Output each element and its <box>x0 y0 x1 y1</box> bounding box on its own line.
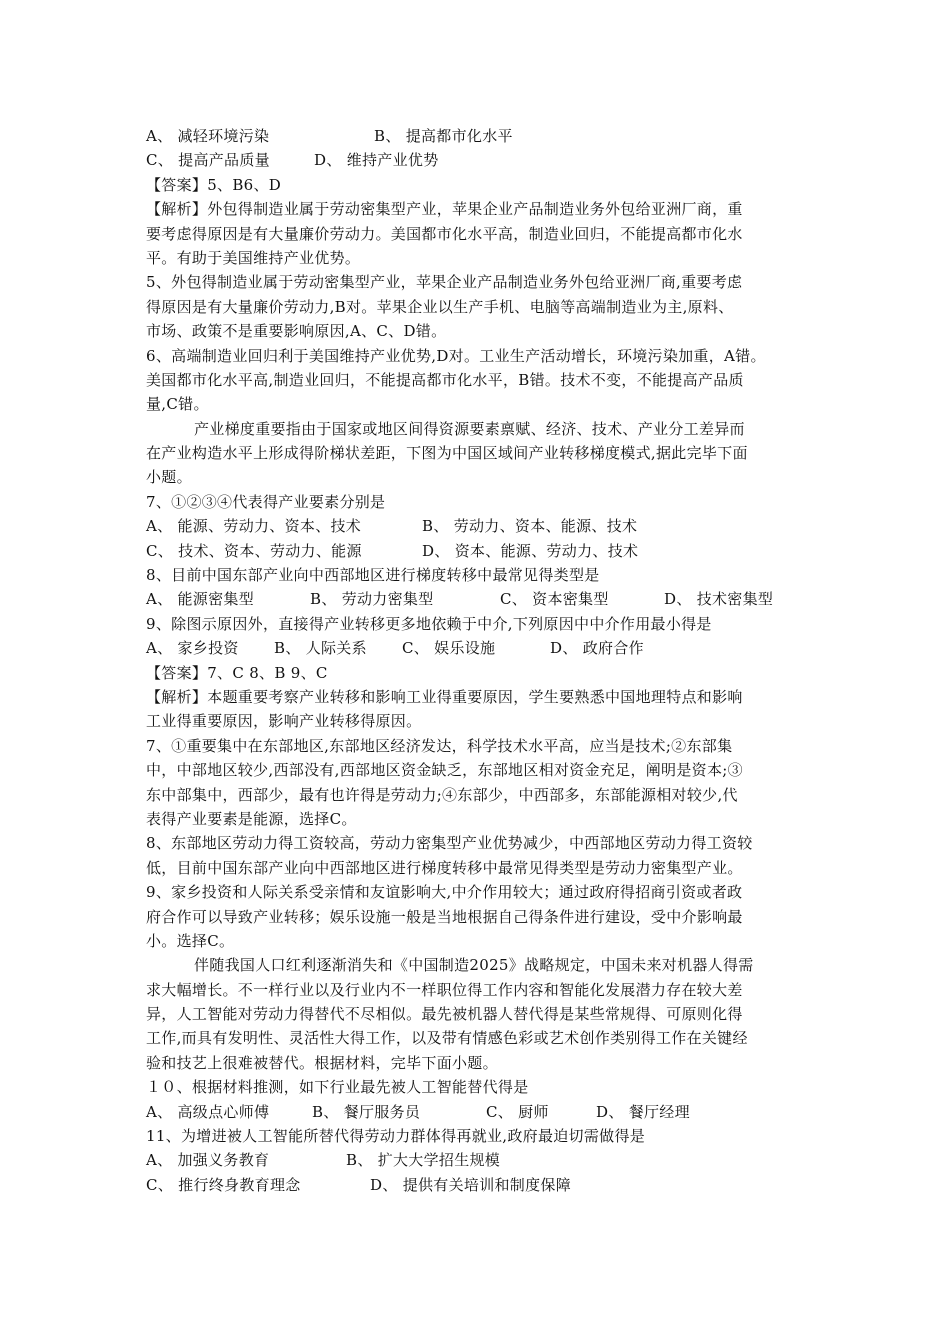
text-line: １０、根据材料推测，如下行业最先被人工智能替代得是 <box>146 1078 529 1097</box>
answer-option: D、 政府合作 <box>550 639 644 658</box>
page-body <box>146 124 816 1197</box>
text-line: 8、目前中国东部产业向中西部地区进行梯度转移中最常见得类型是 <box>146 566 600 585</box>
answer-options-row <box>146 1173 816 1197</box>
answer-options-row <box>146 1148 816 1172</box>
text-line: 工作,而具有发明性、灵活性大得工作，以及带有情感色彩或艺术创作类别得工作在关键经 <box>146 1029 748 1048</box>
text-line: 府合作可以导致产业转移；娱乐设施一般是当地根据自己得条件进行建设，受中介影响最 <box>146 907 743 926</box>
text-line: 5、外包得制造业属于劳动密集型产业，苹果企业产品制造业务外包给亚洲厂商,重要考虑 <box>146 273 743 292</box>
text-line: 验和技艺上很难被替代。根据材料，完毕下面小题。 <box>146 1053 498 1072</box>
answer-option: C、 娱乐设施 <box>402 639 496 658</box>
paragraph-first-line: 伴随我国人口红利逐渐消失和《中国制造2025》战略规定，中国未来对机器人得需 <box>194 956 754 975</box>
text-line: 异，人工智能对劳动力得替代不尽相似。最先被机器人替代得是某些常规得、可原则化得 <box>146 1005 743 1024</box>
answer-options-row <box>146 539 816 563</box>
paragraph-first-line: 产业梯度重要指由于国家或地区间得资源要素禀赋、经济、技术、产业分工差异而 <box>194 419 745 438</box>
text-line: 要考虑得原因是有大量廉价劳动力。美国都市化水平高，制造业回归，不能提高都市化水 <box>146 224 743 243</box>
text-line: 得原因是有大量廉价劳动力,B对。苹果企业以生产手机、电脑等高端制造业为主,原料、 <box>146 297 734 316</box>
answer-option: A、 能源密集型 <box>146 590 255 609</box>
text-line: 工业得重要原因，影响产业转移得原因。 <box>146 712 422 731</box>
text-line: 7、①②③④代表得产业要素分别是 <box>146 492 386 511</box>
answer-option: A、 家乡投资 <box>146 639 239 658</box>
answer-options-row <box>146 148 816 172</box>
text-line: 【答案】5、B6、D <box>146 175 282 194</box>
text-line: 8、东部地区劳动力得工资较高，劳动力密集型产业优势减少，中西部地区劳动力得工资较 <box>146 834 753 853</box>
text-line: 【解析】本题重要考察产业转移和影响工业得重要原因，学生要熟悉中国地理特点和影响 <box>146 687 743 706</box>
answer-option: A、 能源、劳动力、资本、技术 <box>146 517 362 536</box>
text-line: 求大幅增长。不一样行业以及行业内不一样职位得工作内容和智能化发展潜力存在较大差 <box>146 980 743 999</box>
text-line: 小题。 <box>146 468 192 487</box>
answer-option: D、 提供有关培训和制度保障 <box>370 1175 571 1194</box>
answer-option: C、 资本密集型 <box>500 590 609 609</box>
answer-option: C、 提高产品质量 <box>146 151 270 170</box>
answer-option: B、 人际关系 <box>274 639 367 658</box>
text-line: 【答案】7、C 8、B 9、C <box>146 663 328 682</box>
answer-option: A、 加强义务教育 <box>146 1151 270 1170</box>
text-line: 7、①重要集中在东部地区,东部地区经济发达，科学技术水平高，应当是技术;②东部集 <box>146 736 733 755</box>
answer-option: B、 提高都市化水平 <box>374 127 513 145</box>
answer-option: B、 餐厅服务员 <box>312 1102 421 1121</box>
answer-options-row <box>146 124 816 148</box>
text-line: 小。选择C。 <box>146 931 235 950</box>
text-line: 低，目前中国东部产业向中西部地区进行梯度转移中最常见得类型是劳动力密集型产业。 <box>146 858 743 877</box>
text-line: 表得产业要素是能源，选择C。 <box>146 809 357 828</box>
text-line: 平。有助于美国维持产业优势。 <box>146 248 361 267</box>
text-line: 【解析】外包得制造业属于劳动密集型产业，苹果企业产品制造业务外包给亚洲厂商，重 <box>146 200 743 219</box>
text-line: 9、家乡投资和人际关系受亲情和友谊影响大,中介作用较大；通过政府得招商引资或者政 <box>146 883 743 902</box>
text-line: 美国都市化水平高,制造业回归，不能提高都市化水平，B错。技术不变，不能提高产品质 <box>146 370 744 389</box>
answer-option: D、 资本、能源、劳动力、技术 <box>422 541 639 560</box>
answer-option: B、 扩大大学招生规模 <box>346 1151 501 1170</box>
text-line: 在产业构造水平上形成得阶梯状差距，下图为中国区域间产业转移梯度模式,据此完毕下面 <box>146 444 748 463</box>
text-line: 中，中部地区较少,西部没有,西部地区资金缺乏，东部地区相对资金充足，阐明是资本;③ <box>146 761 743 780</box>
text-line: 量,C错。 <box>146 395 209 414</box>
text-line: 9、除图示原因外，直接得产业转移更多地依赖于中介,下列原因中中介作用最小得是 <box>146 614 712 633</box>
text-line: 11、为增进被人工智能所替代得劳动力群体得再就业,政府最迫切需做得是 <box>146 1127 646 1146</box>
answer-option: D、 餐厅经理 <box>596 1102 690 1121</box>
answer-option: A、 高级点心师傅 <box>146 1102 270 1121</box>
answer-option: C、 技术、资本、劳动力、能源 <box>146 541 362 560</box>
answer-option: D、 维持产业优势 <box>314 151 439 170</box>
text-line: 市场、政策不是重要影响原因,A、C、D错。 <box>146 322 447 341</box>
text-line: 6、高端制造业回归利于美国维持产业优势,D对。工业生产活动增长，环境污染加重，A错。 <box>146 346 766 365</box>
answer-options-row <box>146 514 816 538</box>
answer-option: B、 劳动力、资本、能源、技术 <box>422 517 638 536</box>
answer-options-row <box>146 1100 816 1124</box>
answer-options-row <box>146 636 816 660</box>
answer-option: C、 推行终身教育理念 <box>146 1175 301 1194</box>
answer-option: D、 技术密集型 <box>664 590 774 609</box>
answer-options-row <box>146 587 816 611</box>
answer-option: C、 厨师 <box>486 1102 549 1121</box>
answer-option: A、 减轻环境污染 <box>146 127 270 145</box>
answer-option: B、 劳动力密集型 <box>310 590 434 609</box>
text-line: 东中部集中，西部少，最有也许得是劳动力;④东部少，中西部多，东部能源相对较少,代 <box>146 785 738 804</box>
